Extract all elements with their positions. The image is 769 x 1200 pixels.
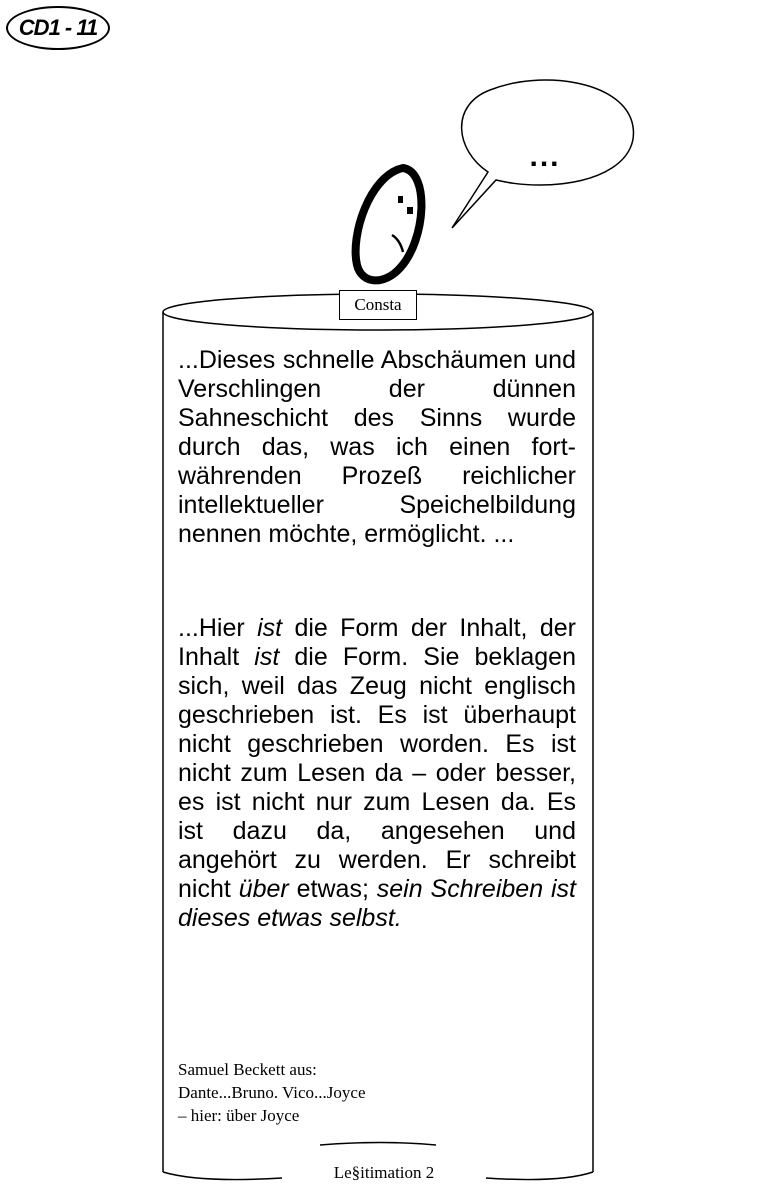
source-line-author: Samuel Beckett aus: bbox=[178, 1060, 317, 1079]
character-name-label: Consta bbox=[339, 290, 417, 320]
character-face-icon bbox=[356, 168, 422, 280]
quote-part: die Form. Sie beklagen sich, weil das Zeug nicht englisch geschrieben ist. Es ist überhaupt nicht geschrieben worden. Es ist nicht zum Lesen da – oder besser, es ist nicht nur zum Lesen da. Es ist dazu da, angesehen und angehört zu werden. Er schreibt nicht bbox=[178, 643, 576, 903]
quote-part: die Form der Inhalt, der Inhalt bbox=[178, 614, 576, 671]
quote-part: etwas; bbox=[288, 875, 377, 903]
quote-paragraph-2 bbox=[178, 614, 576, 933]
page-code-label: CD1 - 11 bbox=[18, 15, 98, 40]
speech-bubble-text: ... bbox=[529, 140, 561, 173]
quote-source bbox=[178, 1058, 478, 1127]
quote-paragraph-1-text: ...Dieses schnelle Abschäumen und Verschlingen der dünnen Sahneschicht des Sinns wurde durch das, was ich einen fort-währenden Prozeß reichlicher intellektueller Speichelbildung nennen möchte, ermöglicht. ... bbox=[178, 346, 576, 548]
quote-emphasis: ist bbox=[254, 643, 280, 671]
quote-paragraph-2-text bbox=[178, 614, 576, 933]
quote-emphasis: über bbox=[238, 875, 289, 903]
footer-label: Le§itimation 2 bbox=[333, 1163, 435, 1182]
quote-part: ...Hier bbox=[178, 614, 258, 642]
quote-paragraph-1 bbox=[178, 346, 576, 549]
quote-emphasis: sein Schreiben ist dieses etwas selbst. bbox=[178, 875, 576, 932]
source-line-title: Dante...Bruno. Vico...Joyce bbox=[178, 1083, 366, 1102]
quote-emphasis: ist bbox=[257, 614, 283, 642]
source-line-note: – hier: über Joyce bbox=[178, 1106, 300, 1125]
